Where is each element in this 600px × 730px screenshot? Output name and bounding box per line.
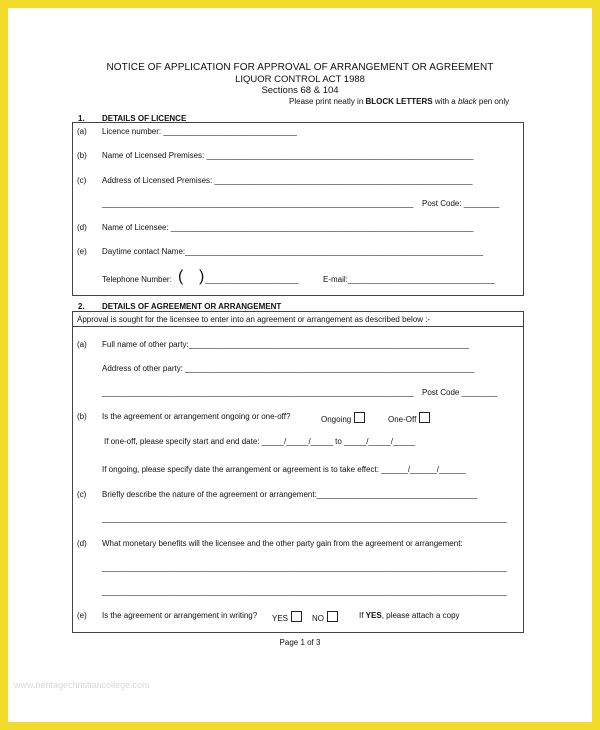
- other-party-address-field[interactable]: Address of other party: _________________________________________________________________: [102, 364, 475, 373]
- premises-name-field[interactable]: Name of Licensed Premises: ____________________________________________________________: [102, 151, 474, 160]
- s1-e-letter: (e): [77, 247, 87, 256]
- writing-yes-option[interactable]: [272, 611, 302, 623]
- attach-copy-note: If YES, please attach a copy: [359, 611, 460, 620]
- monetary-benefits-line1[interactable]: ___________________________________________________________________________________________: [102, 563, 507, 572]
- monetary-benefits-line2[interactable]: ___________________________________________________________________________________________: [102, 587, 507, 596]
- premises-address-line2[interactable]: ______________________________________________________________________: [102, 199, 414, 208]
- oneoff-dates-field[interactable]: If one-off, please specify start and end date: _____/_____/_____ to _____/_____/_____: [104, 437, 416, 446]
- nature-description-line2[interactable]: ___________________________________________________________________________________________: [102, 514, 507, 523]
- telephone-area-open: (: [178, 268, 184, 285]
- oneoff-option[interactable]: [388, 412, 430, 424]
- s1-c-letter: (c): [77, 176, 87, 185]
- writing-no-label: NO: [312, 614, 324, 623]
- writing-no-option[interactable]: [312, 611, 338, 623]
- section1-box: [72, 122, 524, 296]
- s2-b-letter: (b): [77, 412, 87, 421]
- licence-number-field[interactable]: Licence number: ______________________________: [102, 127, 297, 136]
- email-field[interactable]: E-mail:_________________________________: [323, 275, 495, 284]
- oneoff-checkbox[interactable]: [419, 412, 430, 423]
- s1-b-letter: (b): [77, 151, 87, 160]
- s1-a-letter: (a): [77, 127, 87, 136]
- nature-description-field[interactable]: Briefly describe the nature of the agreement or arrangement:____________________________________: [102, 490, 477, 499]
- premises-address-field[interactable]: Address of Licensed Premises: __________________________________________________________: [102, 176, 473, 185]
- telephone-field[interactable]: _____________________: [205, 275, 299, 284]
- telephone-area-close: ): [199, 268, 205, 285]
- ongoing-checkbox[interactable]: [354, 412, 365, 423]
- section2-number: 2.: [78, 302, 85, 311]
- section1-heading: DETAILS OF LICENCE: [102, 114, 187, 123]
- monetary-benefits-question: What monetary benefits will the licensee and the other party gain from the agreement or arrangement:: [102, 539, 463, 548]
- premises-postcode-field[interactable]: Post Code: ________: [422, 199, 500, 208]
- oneoff-label: One-Off: [388, 415, 417, 424]
- ongoing-date-field[interactable]: If ongoing, please specify date the arrangement or agreement is to take effect: ______/______/______: [102, 465, 466, 474]
- sections-label: Sections 68 & 104: [261, 85, 339, 96]
- s2-c-letter: (c): [77, 490, 87, 499]
- contact-name-field[interactable]: Daytime contact Name:___________________________________________________________________: [102, 247, 484, 256]
- s2-e-letter: (e): [77, 611, 87, 620]
- form-page: [8, 8, 592, 722]
- form-title: NOTICE OF APPLICATION FOR APPROVAL OF ARRANGEMENT OR AGREEMENT: [106, 62, 494, 73]
- licensee-name-field[interactable]: Name of Licensee: ____________________________________________________________________: [102, 223, 474, 232]
- other-party-postcode-field[interactable]: Post Code ________: [422, 388, 498, 397]
- section2-intro: Approval is sought for the licensee to enter into an agreement or arrangement as described below :-: [77, 315, 431, 324]
- s2-d-letter: (d): [77, 539, 87, 548]
- print-instruction: Please print neatly in BLOCK LETTERS with a black pen only: [289, 97, 510, 106]
- writing-no-checkbox[interactable]: [327, 611, 338, 622]
- ongoing-option[interactable]: [321, 412, 365, 424]
- in-writing-question: Is the agreement or arrangement in writing?: [102, 611, 258, 620]
- other-party-name-field[interactable]: Full name of other party:_______________________________________________________________: [102, 340, 470, 349]
- watermark: www.heritagechristiancollege.com: [14, 680, 150, 690]
- s2-a-letter: (a): [77, 340, 87, 349]
- writing-yes-checkbox[interactable]: [291, 611, 302, 622]
- act-title: LIQUOR CONTROL ACT 1988: [235, 74, 365, 85]
- ongoing-question: Is the agreement or arrangement ongoing or one-off?: [102, 412, 291, 421]
- intro-divider: [72, 326, 523, 327]
- section1-number: 1.: [78, 114, 85, 123]
- s1-d-letter: (d): [77, 223, 87, 232]
- ongoing-label: Ongoing: [321, 415, 352, 424]
- telephone-label: Telephone Number:: [102, 275, 172, 284]
- page-number: Page 1 of 3: [279, 638, 321, 647]
- section2-heading: DETAILS OF AGREEMENT OR ARRANGEMENT: [102, 302, 282, 311]
- writing-yes-label: YES: [272, 614, 289, 623]
- other-party-address-line2[interactable]: ______________________________________________________________________: [102, 388, 414, 397]
